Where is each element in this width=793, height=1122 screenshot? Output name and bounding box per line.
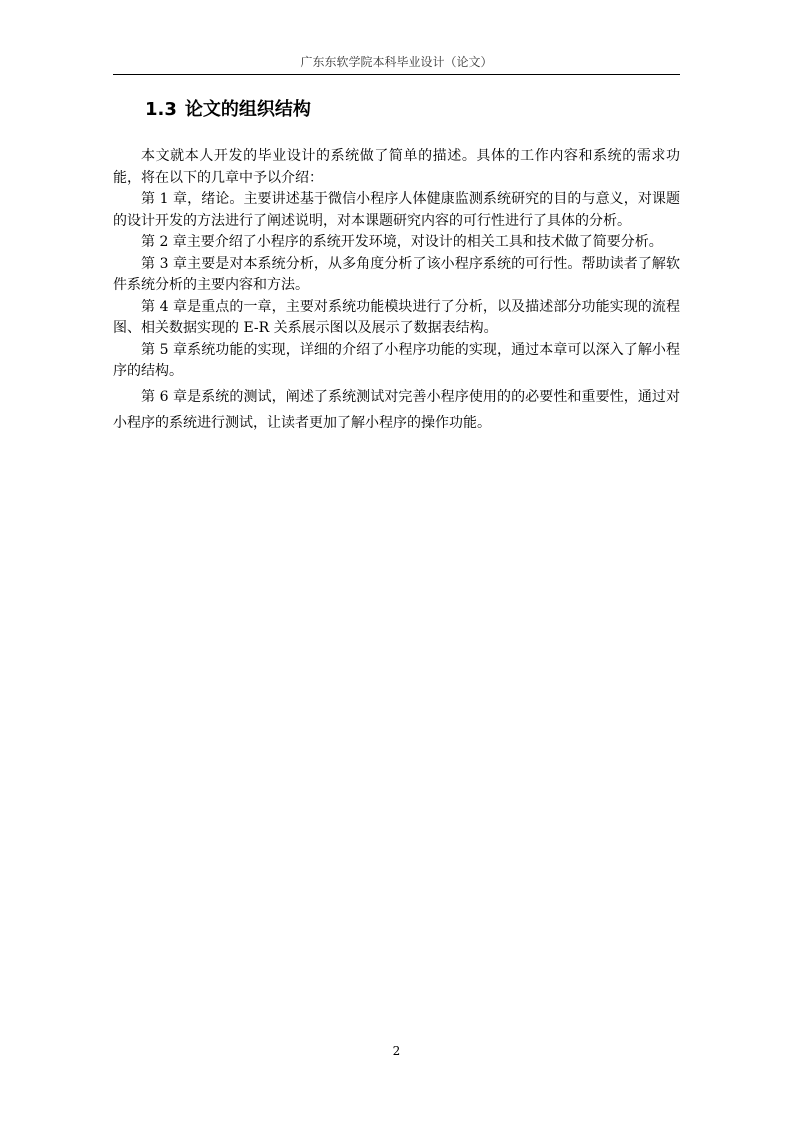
paragraph-chapter-3: 第 3 章主要是对本系统分析，从多角度分析了该小程序系统的可行性。帮助读者了解软件系统分析的主要内容和方法。 — [113, 255, 680, 293]
paragraph-chapter-2: 第 2 章主要介绍了小程序的系统开发环境，对设计的相关工具和技术做了简要分析。 — [141, 234, 663, 250]
running-header-title: 广东东软学院本科毕业设计（论文） — [300, 55, 493, 69]
paragraph-chapter-1: 第 1 章，绪论。主要讲述基于微信小程序人体健康监测系统研究的目的与意义，对课题的设计开发的方法进行了阐述说明，对本课题研究内容的可行性进行了具体的分析。 — [113, 191, 680, 229]
section-title: 论文的组织结构 — [184, 99, 311, 120]
section-heading — [145, 98, 311, 122]
paragraph-intro: 本文就本人开发的毕业设计的系统做了简单的描述。具体的工作内容和系统的需求功能，将在以下的几章中予以介绍： — [113, 148, 680, 186]
paragraph-chapter-4: 第 4 章是重点的一章，主要对系统功能模块进行了分析，以及描述部分功能实现的流程图、相关数据实现的 E-R 关系展示图以及展示了数据表结构。 — [113, 298, 680, 336]
paragraph-chapter-6: 第 6 章是系统的测试，阐述了系统测试对完善小程序使用的的必要性和重要性，通过对小程序的系统进行测试，让读者更加了解小程序的操作功能。 — [113, 388, 680, 431]
body-text — [113, 146, 680, 436]
page-number: 2 — [392, 1044, 401, 1058]
running-header — [113, 54, 680, 75]
paragraph-chapter-5: 第 5 章系统功能的实现，详细的介绍了小程序功能的实现，通过本章可以深入了解小程序的结构。 — [113, 341, 680, 379]
section-number: 1.3 — [145, 99, 177, 120]
